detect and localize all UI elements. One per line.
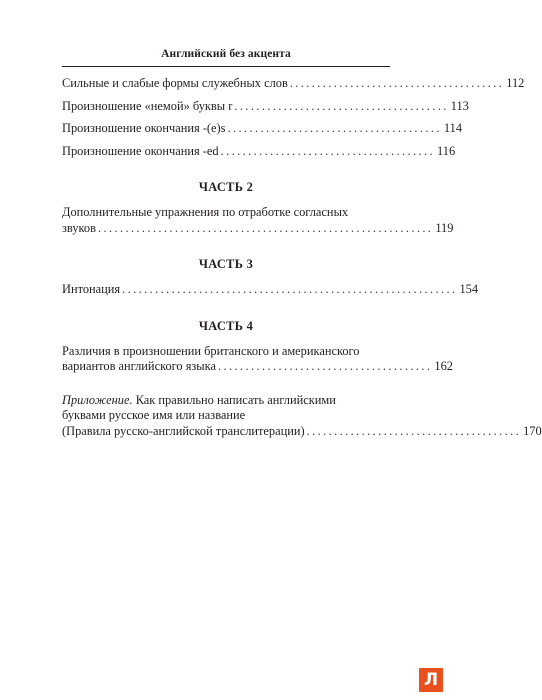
- toc-entry: [62, 220, 454, 237]
- appendix-label: Приложение.: [62, 392, 133, 407]
- dot-leader: .............................................................: [122, 282, 458, 296]
- toc-entry-text: звуков: [62, 220, 96, 235]
- toc-entry: [62, 282, 479, 298]
- toc-entry-text: (Правила русско-английской транслитерации): [62, 423, 305, 438]
- toc-page-number: 154: [459, 282, 479, 296]
- part-heading: ЧАСТЬ 2: [198, 180, 254, 194]
- toc-entry-text: Интонация: [62, 282, 121, 296]
- dot-leader: .......................................: [217, 359, 433, 373]
- dot-leader: .......................................: [220, 143, 436, 158]
- appendix-text: Как правильно написать английскими: [132, 392, 336, 407]
- toc-entry-text: Произношение окончания -ed: [62, 143, 219, 158]
- header-rule: [62, 66, 390, 67]
- dot-leader: .......................................: [227, 121, 442, 135]
- toc-entry-text: вариантов английского языка: [62, 359, 216, 373]
- toc-entry: [62, 121, 463, 137]
- toc-entry: [62, 423, 542, 440]
- toc-entry-line: Различия в произношении британского и американского: [62, 343, 360, 358]
- dot-leader: .......................................: [289, 76, 505, 90]
- dot-leader: .......................................: [306, 423, 522, 438]
- dot-leader: .............................................................: [97, 220, 434, 235]
- toc-page-number: 162: [434, 359, 453, 373]
- appendix-line: буквами русское имя или название: [62, 408, 246, 422]
- toc-entry: [62, 98, 469, 115]
- toc-entry: [62, 143, 456, 160]
- toc-entry-line: Дополнительные упражнения по отработке согласных: [62, 205, 349, 219]
- table-of-contents: [62, 76, 542, 439]
- toc-page-number: 113: [450, 98, 469, 113]
- toc-page-number: 112: [506, 76, 525, 90]
- toc-page-number: 114: [443, 121, 463, 135]
- toc-entry-text: Произношение «немой» буквы r: [62, 98, 233, 113]
- part-heading: ЧАСТЬ 3: [198, 257, 254, 271]
- toc-entry-text: Произношение окончания -(e)s: [62, 121, 226, 135]
- publisher-logo-icon: Л: [419, 668, 443, 692]
- toc-entry: [62, 76, 525, 92]
- toc-entry: [62, 359, 453, 375]
- toc-page-number: 119: [435, 220, 454, 235]
- dot-leader: .......................................: [234, 98, 449, 113]
- part-heading: ЧАСТЬ 4: [198, 318, 254, 333]
- running-header: Английский без акцента: [161, 48, 291, 60]
- toc-entry-text: Сильные и слабые формы служебных слов: [62, 76, 288, 90]
- appendix-line: [62, 393, 390, 409]
- toc-page-number: 116: [437, 143, 456, 158]
- toc-page-number: 170: [523, 423, 542, 438]
